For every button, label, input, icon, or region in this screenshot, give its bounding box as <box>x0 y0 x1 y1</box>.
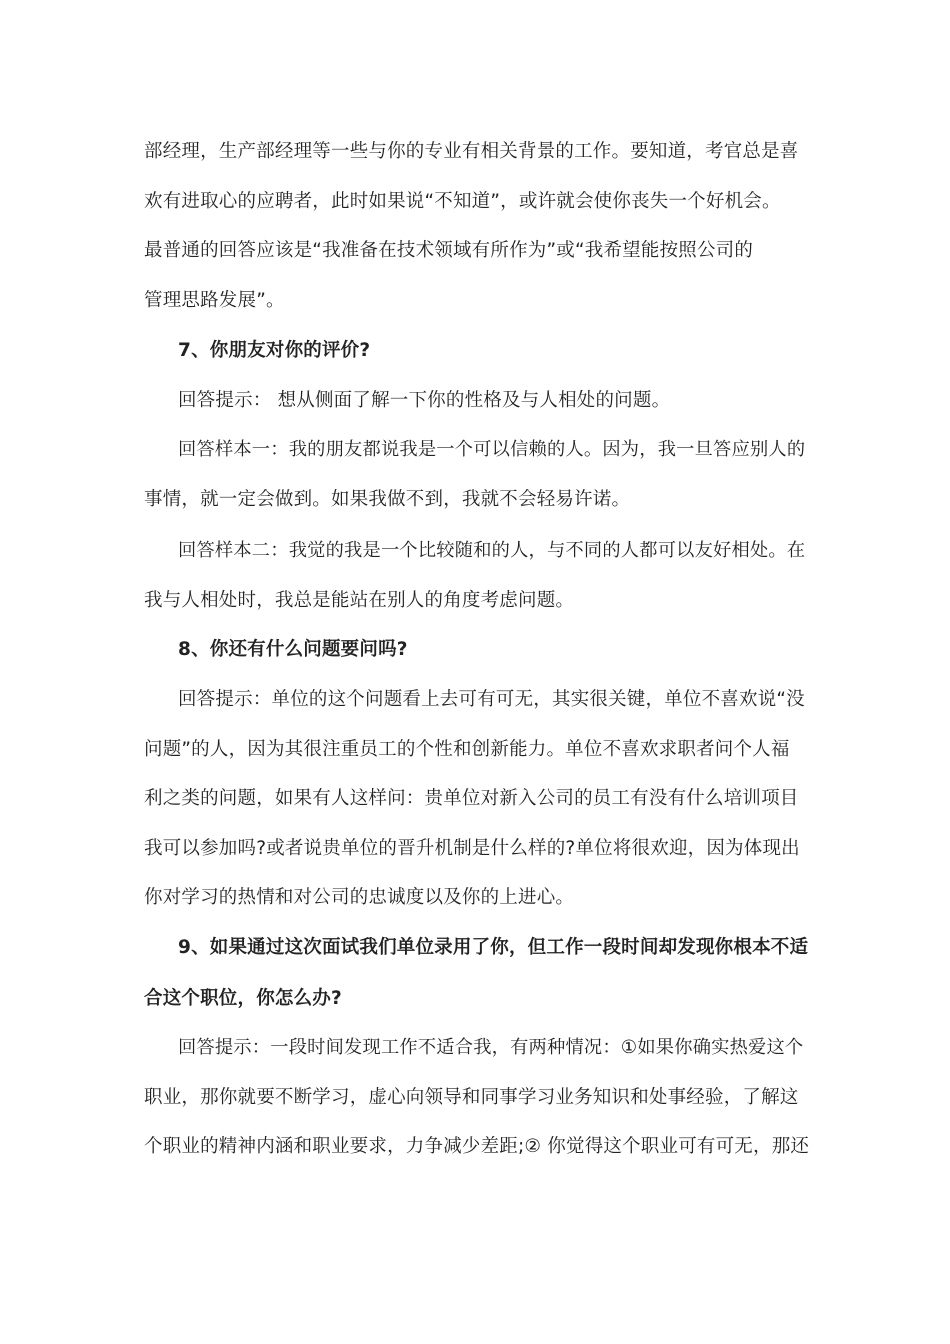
answer-sample-1: 回答样本一：我的朋友都说我是一个可以信赖的人。因为，我一旦答应别人的 <box>178 439 806 460</box>
text-line: 管理思路发展”。 <box>144 290 285 311</box>
text-line: 利之类的问题，如果有人这样问：贵单位对新入公司的员工有没有什么培训项目 <box>144 788 799 809</box>
text-line: 我与人相处时，我总是能站在别人的角度考虑问题。 <box>144 590 575 611</box>
text-line: 部经理，生产部经理等一些与你的专业有相关背景的工作。要知道，考官总是喜 <box>144 141 799 162</box>
text-line: 你对学习的热情和对公司的忠诚度以及你的上进心。 <box>144 887 575 908</box>
question-heading-9: 9、如果通过这次面试我们单位录用了你，但工作一段时间却发现你根本不适 <box>178 937 809 958</box>
text-line: 个职业的精神内涵和职业要求，力争减少差距;② 你觉得这个职业可有可无，那还 <box>144 1136 810 1157</box>
question-heading-7: 7、你朋友对你的评价? <box>178 340 371 361</box>
answer-hint: 回答提示：一段时间发现工作不适合我，有两种情况：①如果你确实热爱这个 <box>178 1037 804 1058</box>
text-line: 事情，就一定会做到。如果我做不到，我就不会轻易许诺。 <box>144 489 631 510</box>
answer-sample-2: 回答样本二：我觉的我是一个比较随和的人，与不同的人都可以友好相处。在 <box>178 540 806 561</box>
text-line: 问题”的人，因为其很注重员工的个性和创新能力。单位不喜欢求职者问个人福 <box>144 739 790 760</box>
text-line: 我可以参加吗?或者说贵单位的晋升机制是什么样的?单位将很欢迎，因为体现出 <box>144 838 800 859</box>
answer-hint: 回答提示：单位的这个问题看上去可有可无，其实很关键，单位不喜欢说“没 <box>178 689 805 710</box>
answer-hint: 回答提示： 想从侧面了解一下你的性格及与人相处的问题。 <box>178 390 671 411</box>
text-line: 欢有进取心的应聘者，此时如果说“不知道”，或许就会使你丧失一个好机会。 <box>144 191 781 212</box>
question-heading-8: 8、你还有什么问题要问吗? <box>178 639 408 660</box>
text-line: 职业，那你就要不断学习，虚心向领导和同事学习业务知识和处事经验，了解这 <box>144 1087 799 1108</box>
question-heading-9-cont: 合这个职位，你怎么办? <box>144 988 342 1009</box>
text-line: 最普通的回答应该是“我准备在技术领域有所作为”或“我希望能按照公司的 <box>144 240 754 261</box>
